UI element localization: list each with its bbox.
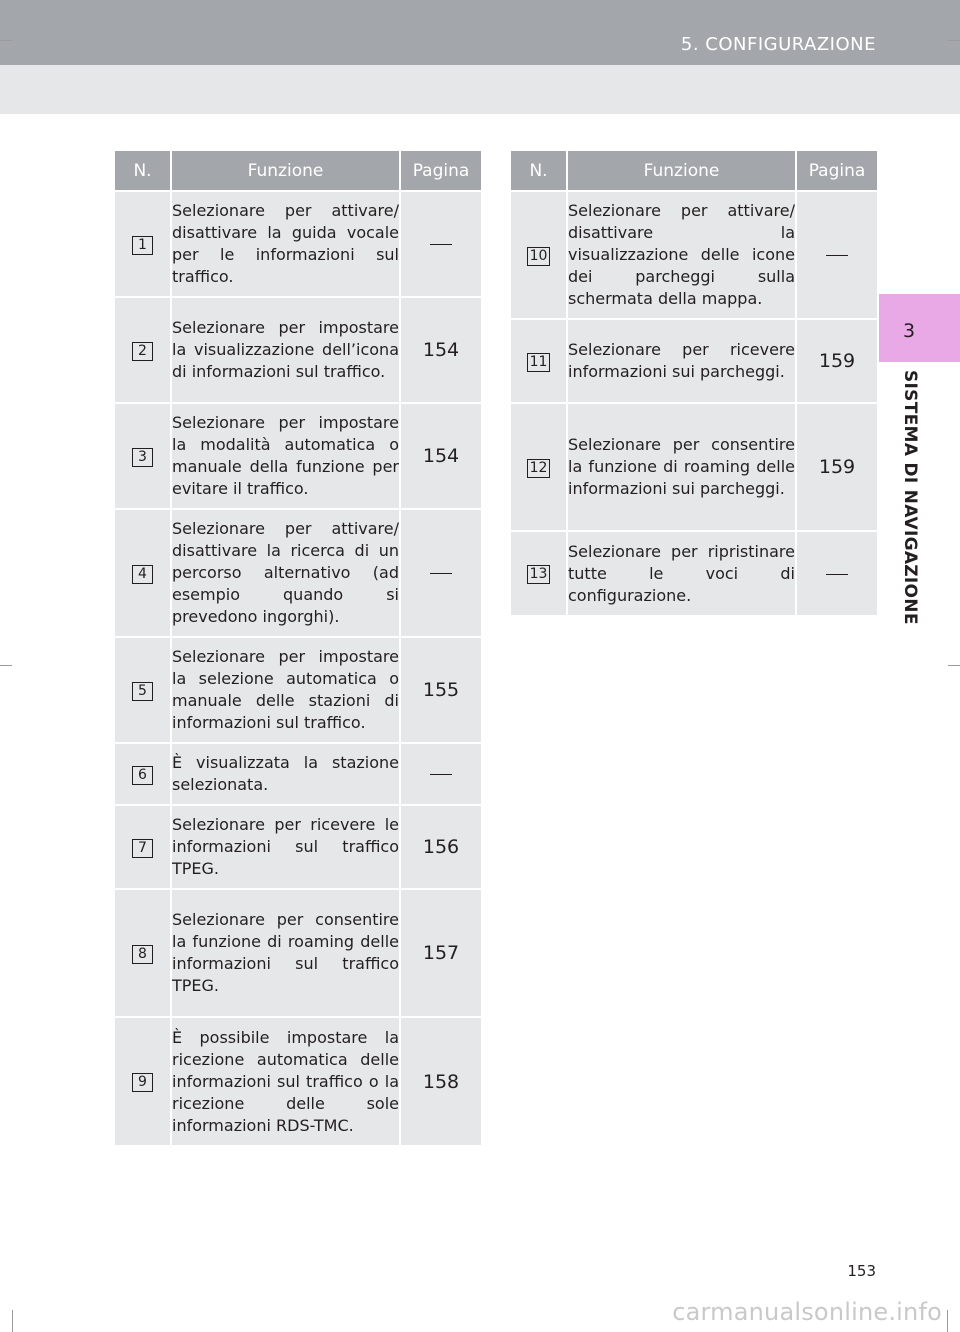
row-number-badge: 10 [527, 247, 551, 266]
row-number-cell [115, 743, 171, 805]
crop-mark [0, 665, 12, 666]
crop-mark [12, 1310, 13, 1332]
table-header-row [115, 151, 481, 191]
row-number-badge: 5 [132, 682, 153, 701]
crop-mark [947, 1310, 948, 1332]
crop-mark [948, 665, 960, 666]
page-reference: 155 [400, 637, 481, 743]
row-number-badge: 4 [132, 565, 153, 584]
row-number-cell [511, 319, 567, 403]
page-reference: 156 [400, 805, 481, 889]
page-reference: 159 [796, 403, 877, 531]
table-row [115, 889, 481, 1017]
page-reference [400, 743, 481, 805]
function-description: Selezionare per consentire la funzione di roaming delle informazioni sul traffico TPEG. [171, 889, 400, 1017]
row-number-cell [115, 1017, 171, 1145]
row-number-cell [115, 805, 171, 889]
table-header-row [511, 151, 877, 191]
function-table-left [115, 151, 481, 1145]
page-reference: 154 [400, 403, 481, 509]
row-number-cell [115, 297, 171, 403]
section-title: 5. CONFIGURAZIONE [680, 34, 876, 55]
table-row [115, 805, 481, 889]
header-num: N. [511, 151, 567, 191]
table-row [115, 509, 481, 637]
row-number-cell [115, 191, 171, 297]
function-table-right [511, 151, 877, 615]
function-description: Selezionare per attivare/ disattivare la ricerca di un percorso alternativo (ad esempio quando si prevedono ingorghi). [171, 509, 400, 637]
function-description: Selezionare per consentire la funzione di roaming delle informazioni sui parcheggi. [567, 403, 796, 531]
table-row [115, 1017, 481, 1145]
function-description: Selezionare per ricevere le informazioni sul traffico TPEG. [171, 805, 400, 889]
chapter-tab [879, 294, 960, 362]
page-reference [796, 531, 877, 615]
chapter-title: SISTEMA DI NAVIGAZIONE [900, 370, 920, 625]
page-reference: 158 [400, 1017, 481, 1145]
function-description: Selezionare per impostare la modalità automatica o manuale della funzione per evitare il traffico. [171, 403, 400, 509]
dash-placeholder [430, 573, 452, 574]
function-description: È possibile impostare la ricezione automatica delle informazioni sul traffico o la ricezione delle sole informazioni RDS-TMC. [171, 1017, 400, 1145]
dash-placeholder [826, 574, 848, 575]
row-number-badge: 8 [132, 945, 153, 964]
header-function: Funzione [567, 151, 796, 191]
page-reference: 154 [400, 297, 481, 403]
table-row [511, 403, 877, 531]
row-number-badge: 2 [132, 342, 153, 361]
page-number: 153 [847, 1262, 876, 1280]
dash-placeholder [430, 774, 452, 775]
function-description: Selezionare per impostare la selezione automatica o manuale delle stazioni di informazioni sul traffico. [171, 637, 400, 743]
page-reference: 157 [400, 889, 481, 1017]
table-row [115, 403, 481, 509]
header-page: Pagina [796, 151, 877, 191]
function-description: È visualizzata la stazione selezionata. [171, 743, 400, 805]
row-number-badge: 1 [132, 236, 153, 255]
page-reference [796, 191, 877, 319]
header-page: Pagina [400, 151, 481, 191]
header-band [0, 0, 960, 65]
table-row [511, 531, 877, 615]
table-row [511, 191, 877, 319]
function-description: Selezionare per ripristinare tutte le voci di configurazione. [567, 531, 796, 615]
table-row [115, 743, 481, 805]
dash-placeholder [430, 244, 452, 245]
function-description: Selezionare per impostare la visualizzazione dell’icona di informazioni sul traffico. [171, 297, 400, 403]
row-number-cell [115, 403, 171, 509]
row-number-badge: 7 [132, 839, 153, 858]
row-number-cell [511, 191, 567, 319]
row-number-badge: 6 [132, 766, 153, 785]
crop-mark [948, 40, 960, 41]
row-number-badge: 12 [527, 459, 551, 478]
chapter-number: 3 [903, 320, 916, 342]
dash-placeholder [826, 255, 848, 256]
row-number-cell [115, 637, 171, 743]
page-reference [400, 509, 481, 637]
row-number-cell [511, 531, 567, 615]
row-number-badge: 3 [132, 448, 153, 467]
row-number-badge: 9 [132, 1073, 153, 1092]
table-row [115, 637, 481, 743]
table-row [115, 191, 481, 297]
function-description: Selezionare per ricevere informazioni sui parcheggi. [567, 319, 796, 403]
header-num: N. [115, 151, 171, 191]
row-number-badge: 11 [527, 353, 551, 372]
function-description: Selezionare per attivare/ disattivare la guida vocale per le informazioni sul traffico. [171, 191, 400, 297]
row-number-badge: 13 [527, 565, 551, 584]
table-row [115, 297, 481, 403]
header-function: Funzione [171, 151, 400, 191]
crop-mark [0, 40, 12, 41]
watermark: carmanualsonline.info [672, 1298, 942, 1326]
header-subband [0, 65, 960, 114]
table-row [511, 319, 877, 403]
page-reference: 159 [796, 319, 877, 403]
page-reference [400, 191, 481, 297]
row-number-cell [511, 403, 567, 531]
row-number-cell [115, 509, 171, 637]
function-description: Selezionare per attivare/ disattivare la visualizzazione delle icone dei parcheggi sulla schermata della mappa. [567, 191, 796, 319]
row-number-cell [115, 889, 171, 1017]
